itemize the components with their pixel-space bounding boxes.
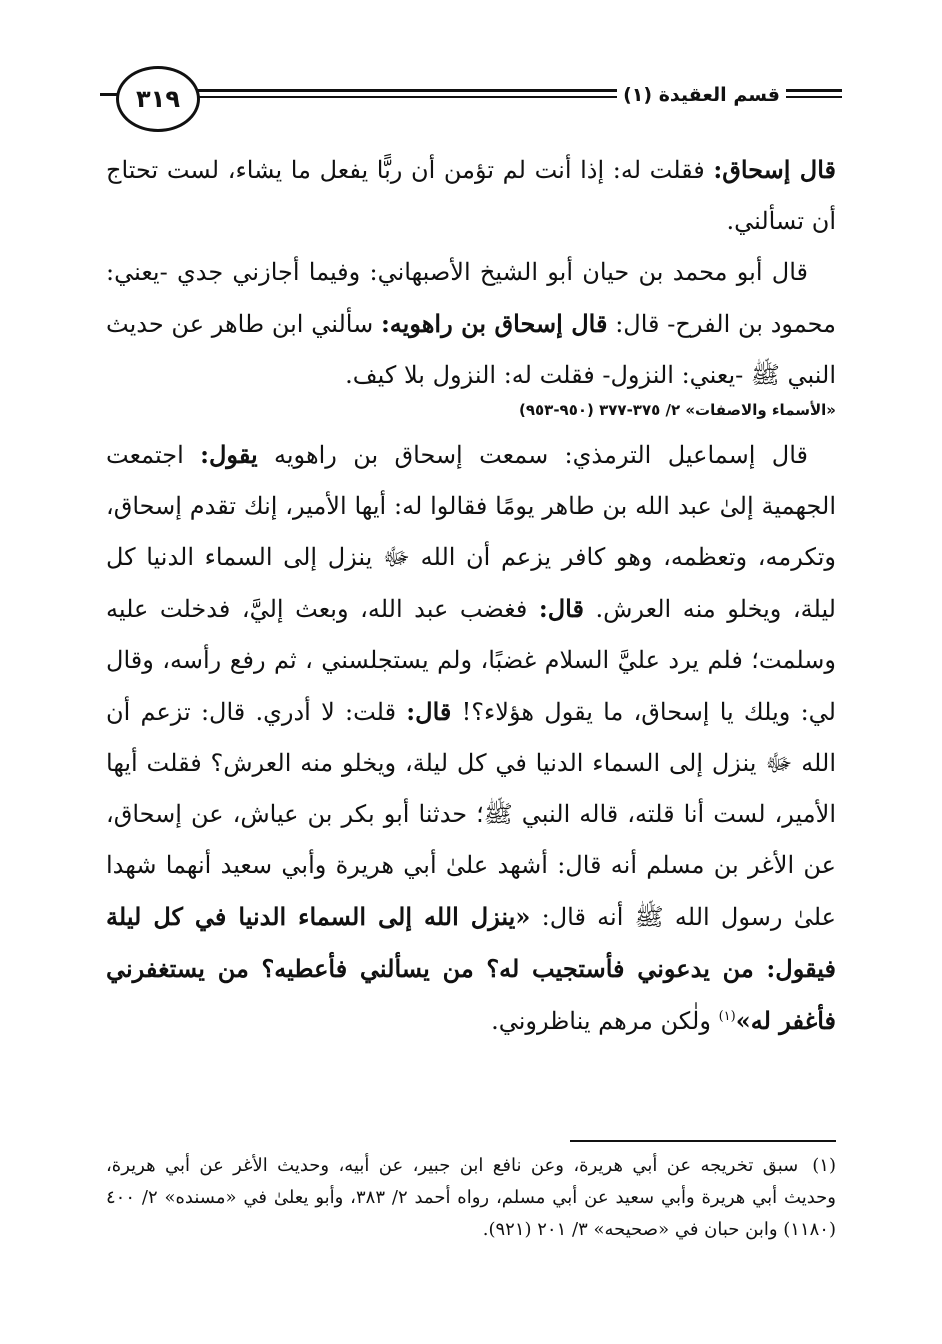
speaker-label: قال: bbox=[406, 697, 452, 726]
paragraph-text: اجتمعت الجهمية إلىٰ عبد الله بن طاهر يومًا فقالوا له: أيها الأمير، إنك تقدم إسحاق، وتكرمه، وتعظمه، وهو كافر يزعم أن الله ﷻ ينزل إلى السماء الدنيا كل ليلة، ويخلو منه العرش. bbox=[106, 441, 836, 623]
chapter-title: قسم العقيدة (١) bbox=[617, 84, 786, 106]
footnote-number: (١) bbox=[812, 1155, 836, 1176]
footnote bbox=[106, 1150, 836, 1246]
paragraph-text: قلت: لا أدري. قال: تزعم أن الله ﷻ ينزل إلى السماء الدنيا في كل ليلة، ويخلو منه العرش؟ فقلت أيها الأمير، لست أنا قلته، قاله النبي ﷺ؛ حدثنا أبو بكر بن عياش، عن إسحاق، عن الأغر بن مسلم أنه قال: أشهد علىٰ أبي هريرة وأبي سعيد أنهما شهدا علىٰ رسول الله ﷺ أنه قال: bbox=[106, 698, 836, 931]
footnote-reference[interactable]: (١) bbox=[718, 1009, 736, 1024]
paragraph-text: قال أبو محمد بن حيان أبو الشيخ الأصبهاني: وفيما أجازني جدي -يعني: محمود بن الفرح- قال: bbox=[106, 258, 836, 338]
page-number: ٣١٩ bbox=[136, 85, 180, 113]
footnote-text: سبق تخريجه عن أبي هريرة، وعن نافع ابن جبير، عن أبيه، وحديث الأغر عن أبي هريرة، وحديث أبي هريرة وأبي سعيد عن أبي مسلم، رواه أحمد ٢/ ٣٨٣، وأبو يعلىٰ في «مسنده» ٢/ ٤٠٠ (١١٨٠) وابن حبان في «صحيحه» ٣/ ٢٠١ (٩٢١). bbox=[106, 1155, 836, 1240]
speaker-label: قال: bbox=[538, 594, 584, 623]
paragraph-text: قال إسماعيل الترمذي: سمعت إسحاق بن راهويه bbox=[257, 441, 808, 469]
page-number-badge bbox=[116, 66, 200, 132]
paragraph-text: ولٰكن مرهم يناظروني. bbox=[491, 1007, 719, 1035]
paragraph-text: فقلت له: إذا أنت لم تؤمن أن ربًّا يفعل ما يشاء، لست تحتاج أن تسألني. bbox=[106, 156, 836, 235]
source-citation: «الأسماء والاصفات» ٢/ ٣٧٥-٣٧٧ (٩٥٠-٩٥٣) bbox=[518, 401, 836, 419]
paragraph-text: سألني ابن طاهر عن حديث النبي ﷺ -يعني: النزول- فقلت له: النزول بلا كيف. bbox=[106, 310, 836, 389]
paragraph-text: فغضب عبد الله، وبعث إليَّ، فدخلت عليه وسلمت؛ فلم يرد عليَّ السلام غضبًا، ولم يستجلسني ، ثم رفع رأسه، وقال لي: ويلك يا إسحاق، ما يقول هؤلاء؟! bbox=[106, 595, 836, 726]
page-header bbox=[100, 60, 842, 130]
speaker-label: قال إسحاق بن راهويه: bbox=[380, 309, 608, 338]
paragraph-3 bbox=[106, 429, 836, 1047]
paragraph-2 bbox=[106, 247, 836, 401]
hadith-quote: «ينزل الله إلى السماء الدنيا في كل ليلة فيقول: من يدعوني فأستجيب له؟ من يسألني فأعطيه؟ من يستغفرني فأغفر له» bbox=[106, 902, 836, 1035]
speaker-label: قال إسحاق: bbox=[713, 155, 837, 184]
main-text bbox=[106, 144, 836, 1047]
speaker-label: يقول: bbox=[200, 440, 258, 469]
footnote-separator bbox=[570, 1140, 836, 1142]
paragraph-1 bbox=[106, 144, 836, 247]
